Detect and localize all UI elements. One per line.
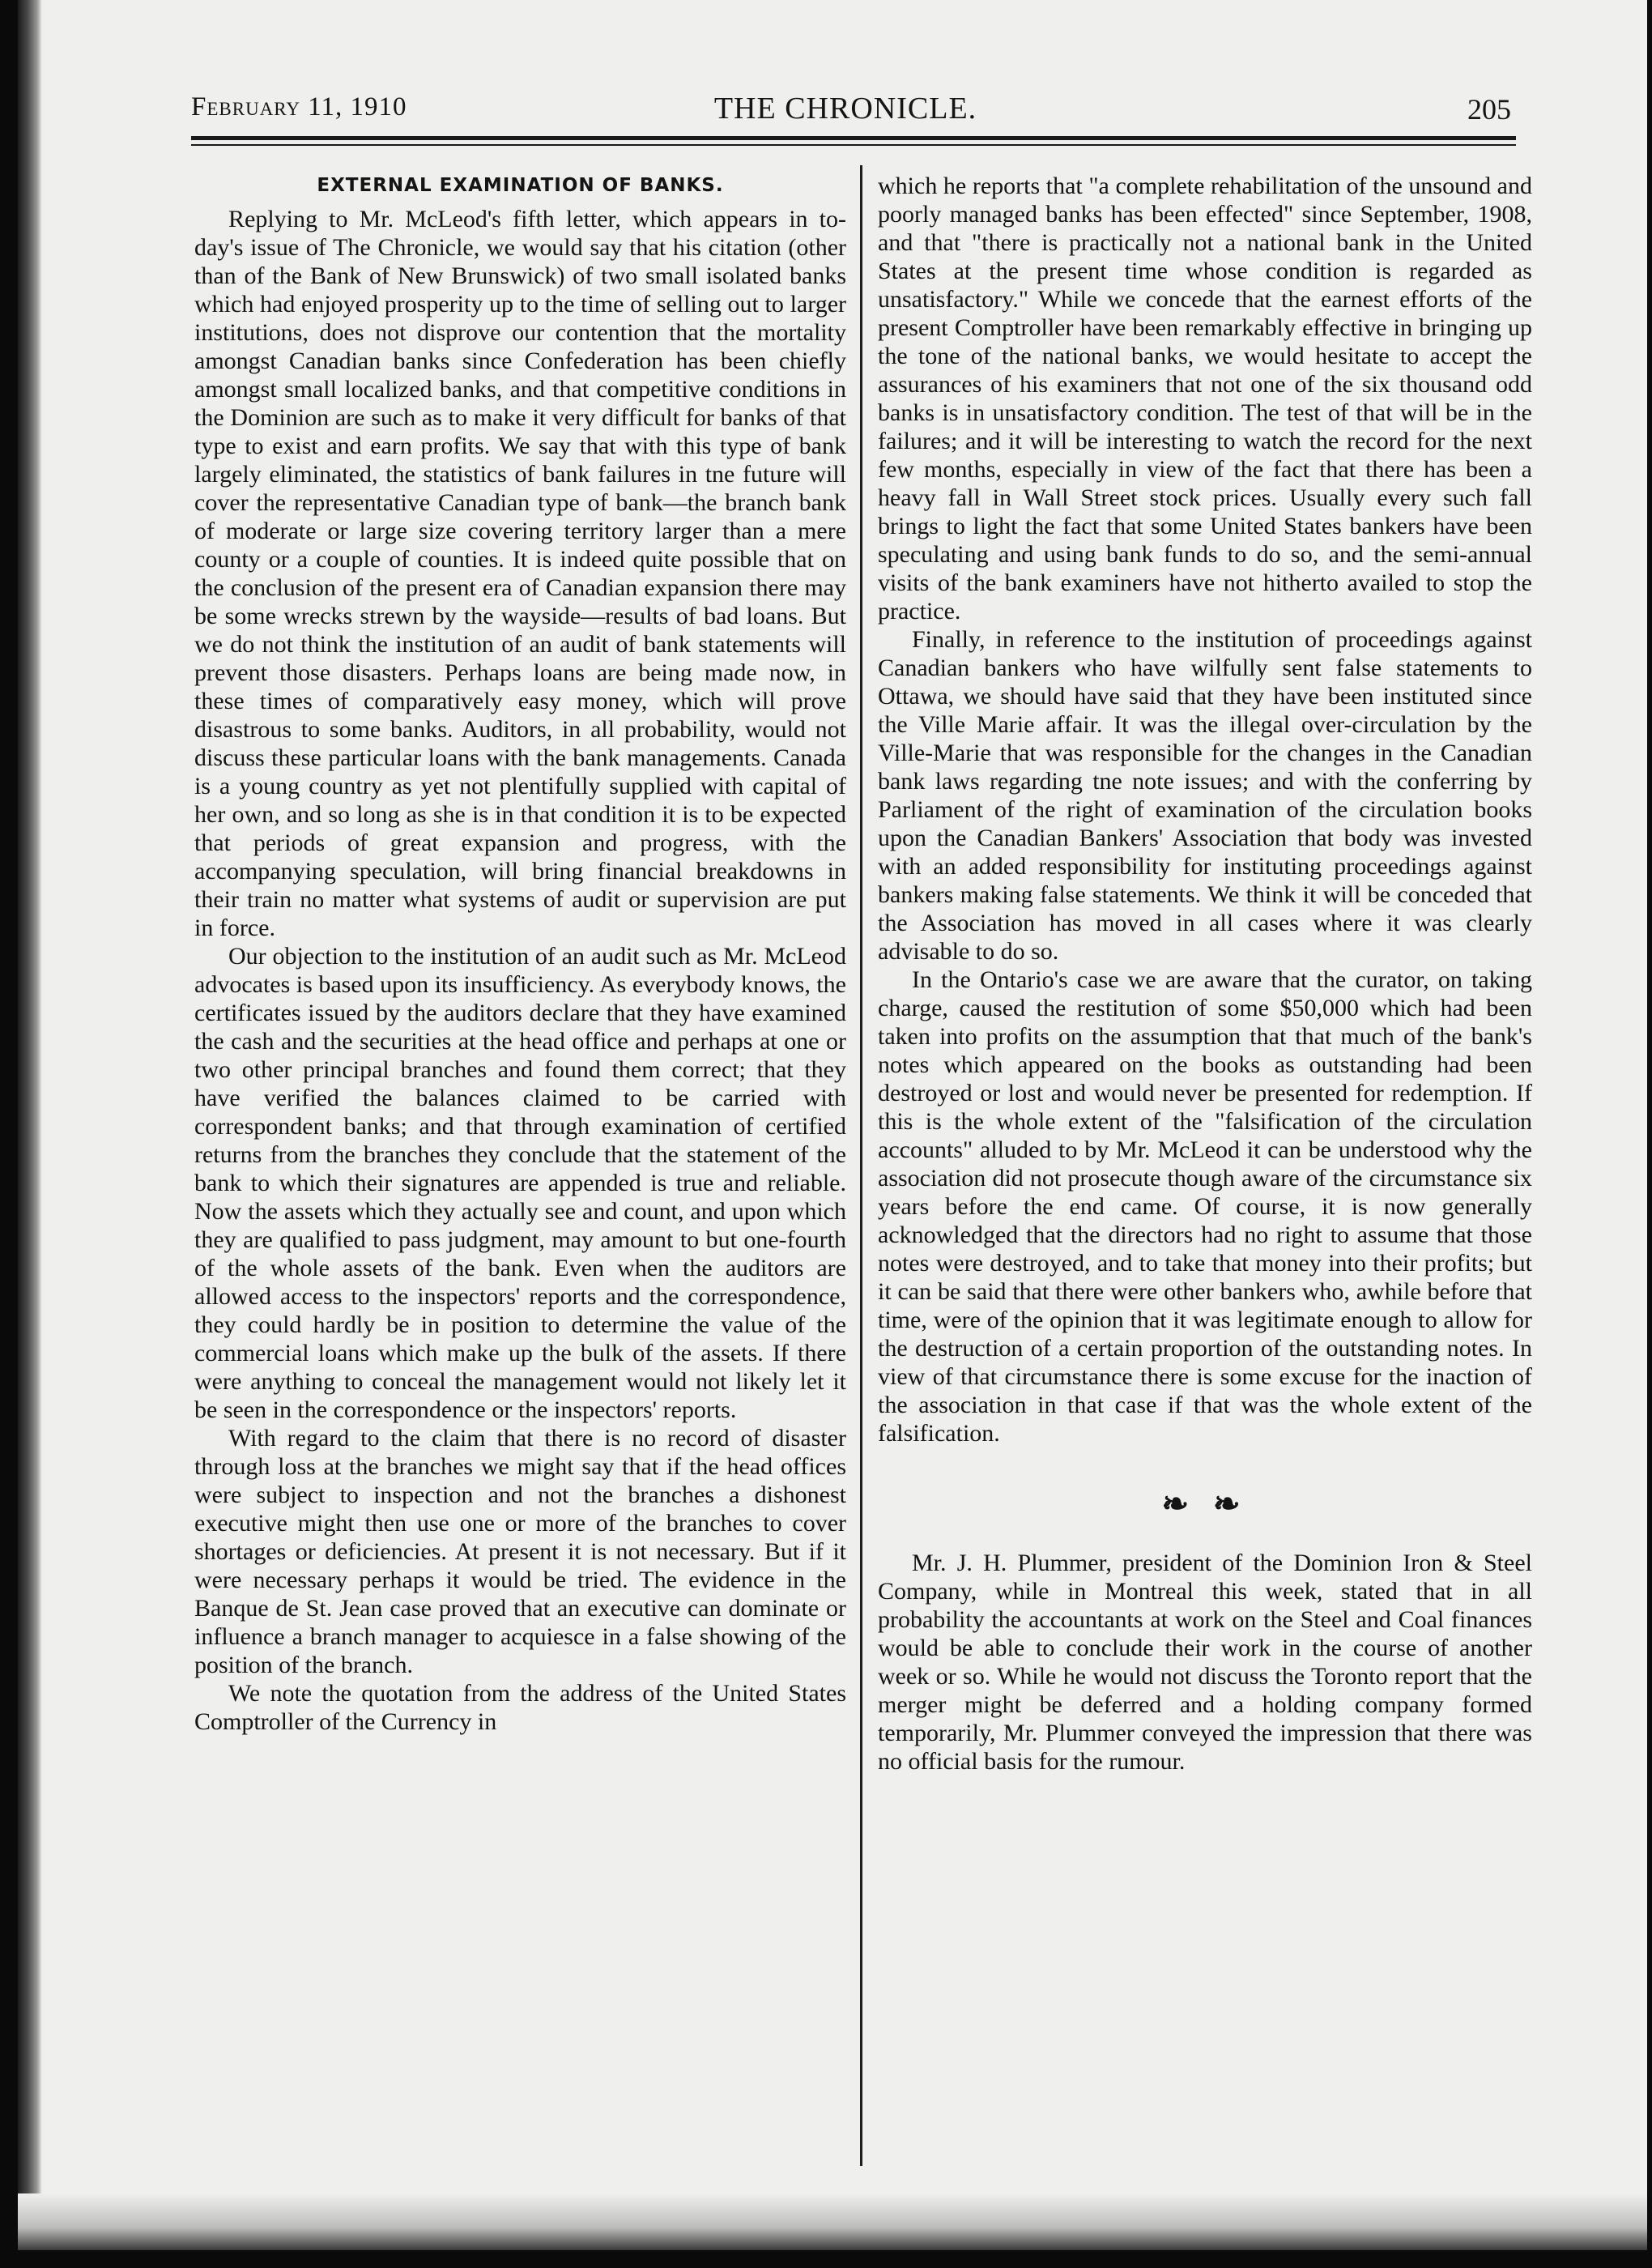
- newspaper-page: [18, 0, 1647, 2250]
- article-paragraph: Replying to Mr. McLeod's fifth letter, which appears in to-day's issue of The Chronicle, we would say that his citation (other than of the Bank of New Brunswick) of two small isolated banks which had enjoyed prosperity up to the time of selling out to larger institutions, does not disprove our contention that the mortality amongst Canadian banks since Confederation has been chiefly amongst small localized banks, and that competitive conditions in the Dominion are such as to make it very difficult for banks of that type to exist and earn profits. We say that with this type of bank largely eliminated, the statistics of bank failures in tne future will cover the representative Canadian type of bank—the branch bank of moderate or large size covering territory larger than a mere county or a couple of counties. It is indeed quite possible that on the conclusion of the present era of Canadian expansion there may be some wrecks strewn by the wayside—results of bad loans. But we do not think the institution of an audit of bank statements will prevent those disasters. Perhaps loans are being made now, in these times of comparatively easy money, which will prove disastrous to some banks. Auditors, in all probability, would not discuss these particular loans with the bank managements. Canada is a young country as yet not plentifully supplied with capital of her own, and so long as she is in that condition it is to be expected that periods of great expansion and progress, with the accompanying speculation, will bring financial breakdowns in their train no matter what systems of audit or supervision are put in force.: [194, 206, 846, 941]
- header-rule-thick: [191, 136, 1516, 140]
- binding-shadow: [18, 0, 42, 2250]
- article-paragraph: Our objection to the institution of an audit such as Mr. McLeod advocates is based upon its insufficiency. As everybody knows, the certificates issued by the auditors declare that they have examined the cash and the securities at the head office and perhaps at one or two other principal branches and found them correct; that they have verified the balances claimed to be carried with correspondent banks; and that through examination of certified returns from the branches they conclude that the statement of the bank to which their signatures are appended is true and reliable. Now the assets which they actually see and count, and upon which they are qualified to pass judgment, may amount to but one-fourth of the whole assets of the bank. Even when the auditors are allowed access to the inspectors' reports and the correspondence, they could hardly be in position to determine the value of the commercial loans which make up the bulk of the assets. If there were anything to conceal the management would not likely let it be seen in the correspondence or the inspectors' reports.: [194, 943, 846, 1423]
- article-paragraph-continued: which he reports that "a complete rehabilitation of the unsound and poorly managed banks has been effected" since September, 1908, and that "there is practically not a national bank in the United States at the present time whose condition is regarded as unsatisfactory." While we concede that the earnest efforts of the present Comptroller have been remarkably effective in bringing up the tone of the national banks, we would hesitate to accept the assurances of his examiners that not one of the six thousand odd banks is in unsatisfactory condition. The test of that will be in the failures; and it will be interesting to watch the record for the next few months, especially in view of the fact that there has been a heavy fall in Wall Street stock prices. Usually every such fall brings to light the fact that some United States bankers have been speculating and using bank funds to do so, and the semi-annual visits of the bank examiners have not hitherto availed to stop the practice.: [878, 173, 1532, 625]
- column-divider: [860, 165, 862, 2166]
- header-rule-thin: [191, 144, 1516, 146]
- right-column: [878, 172, 1532, 1776]
- page-bottom-shadow: [18, 2193, 1647, 2250]
- running-head: [173, 91, 1518, 131]
- issue-date: February 11, 1910: [191, 92, 407, 122]
- article-paragraph: Finally, in reference to the institution of proceedings against Canadian bankers who have wilfully sent false statements to Ottawa, we should have said that they have been instituted since the Ville Marie affair. It was the illegal over-circulation by the Ville-Marie that was responsible for the changes in the Canadian bank laws regarding tne note issues; and with the conferring by Parliament of the right of examination of the circulation books upon the Canadian Bankers' Association that body was invested with an added responsibility for instituting proceedings against bankers making false statements. We think it will be conceded that the Association has moved in all cases where it was clearly advisable to do so.: [878, 626, 1532, 965]
- page-number: 205: [1467, 93, 1511, 126]
- article-headline: EXTERNAL EXAMINATION OF BANKS.: [317, 175, 724, 196]
- left-column: [194, 172, 846, 1736]
- article-paragraph: We note the quotation from the address of the United States Comptroller of the Currency in: [194, 1680, 846, 1735]
- article-paragraph: In the Ontario's case we are aware that the curator, on taking charge, caused the restitution of some $50,000 which had been taken into profits on the assumption that that much of the bank's notes which appeared on the books as outstanding had been destroyed or lost and would never be presented for redemption. If this is the whole extent of the "falsification of the circulation accounts" alluded to by Mr. McLeod it can be understood why the association did not prosecute though aware of the circumstance six years before the end came. Of course, it is now generally acknowledged that the directors had no right to assume that those notes were destroyed, and to take that money into their profits; but it can be said that there were other bankers who, awhile before that time, were of the opinion that it was legitimate enough to allow for the destruction of a certain proportion of the outstanding notes. In view of that circumstance there is some excuse for the inaction of the association in that case if that was the whole extent of the falsification.: [878, 966, 1532, 1447]
- publication-title: THE CHRONICLE.: [713, 92, 977, 126]
- news-item-plummer: Mr. J. H. Plummer, president of the Dominion Iron & Steel Company, while in Montreal this week, stated that in all probability the accountants at work on the Steel and Coal finances would be able to conclude their work in the course of another week or so. While he would not discuss the Toronto report that the merger might be deferred and a holding company formed temporarily, Mr. Plummer conveyed the impression that there was no official basis for the rumour.: [878, 1550, 1532, 1775]
- article-paragraph: With regard to the claim that there is no record of disaster through loss at the branches we might say that if the head offices were subject to inspection and not the branches a dishonest executive might then use one or more of the branches to cover shortages or deficiencies. At present it is not necessary. But if it were necessary perhaps it would be tried. The evidence in the Banque de St. Jean case proved that an executive can dominate or influence a branch manager to acquiesce in a false showing of the position of the branch.: [194, 1425, 846, 1678]
- section-ornament: ❧ ❧: [1161, 1486, 1249, 1522]
